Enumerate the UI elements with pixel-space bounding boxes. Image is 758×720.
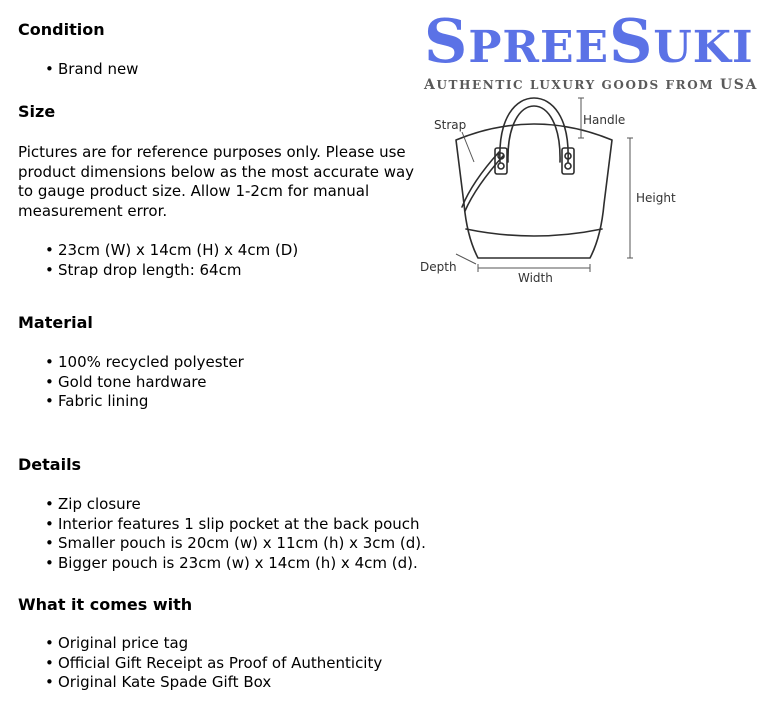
strap-label: Strap xyxy=(434,118,467,132)
list-item: • Strap drop length: 64cm xyxy=(18,261,298,281)
rivet xyxy=(565,163,571,169)
list-item: • Interior features 1 slip pocket at the back pouch xyxy=(18,515,426,535)
list-item: • 23cm (W) x 14cm (H) x 4cm (D) xyxy=(18,241,298,261)
bag-body xyxy=(456,124,612,258)
list-item: • Smaller pouch is 20cm (w) x 11cm (h) x 3cm (d). xyxy=(18,534,426,554)
material-heading: Material xyxy=(18,313,93,332)
rivet xyxy=(498,163,504,169)
handle-inner xyxy=(508,106,560,162)
size-heading: Size xyxy=(18,102,56,121)
list-item: • Zip closure xyxy=(18,495,426,515)
comes-with-list xyxy=(18,634,382,693)
list-item: • Bigger pouch is 23cm (w) x 14cm (h) x 4cm (d). xyxy=(18,554,426,574)
strap-line xyxy=(465,156,503,211)
list-item: • 100% recycled polyester xyxy=(18,353,244,373)
list-item: • Original Kate Spade Gift Box xyxy=(18,673,382,693)
height-label: Height xyxy=(636,191,676,205)
condition-heading: Condition xyxy=(18,20,105,39)
list-item: • Gold tone hardware xyxy=(18,373,244,393)
spreesuki-logo xyxy=(424,7,758,93)
handle-tab-left xyxy=(495,148,507,174)
logo-tagline: AUTHENTIC LUXURY GOODS FROM USA xyxy=(424,77,758,93)
strap-leader-line xyxy=(462,132,474,162)
depth-label: Depth xyxy=(420,260,457,274)
details-heading: Details xyxy=(18,455,82,474)
strap-line xyxy=(462,152,499,207)
width-label: Width xyxy=(518,271,553,285)
bag-band xyxy=(466,229,602,236)
depth-dim-line xyxy=(456,254,476,264)
list-item: • Original price tag xyxy=(18,634,382,654)
list-item: • Official Gift Receipt as Proof of Authenticity xyxy=(18,654,382,674)
size-paragraph: Pictures are for reference purposes only. Please use product dimensions below as the most accurate way to gauge product size. Allow 1-2cm for manual measurement error. xyxy=(18,143,415,220)
bag-dimension-diagram xyxy=(412,92,682,292)
list-item: • Brand new xyxy=(18,60,138,80)
handle-outer xyxy=(500,98,568,162)
handle-label: Handle xyxy=(583,113,626,127)
material-list xyxy=(18,353,244,412)
size-list xyxy=(18,241,298,280)
details-list xyxy=(18,495,426,573)
comes-with-heading: What it comes with xyxy=(18,595,193,614)
list-item: • Fabric lining xyxy=(18,392,244,412)
logo-wordmark: SPREESUKI xyxy=(424,7,754,77)
condition-list xyxy=(18,60,138,80)
